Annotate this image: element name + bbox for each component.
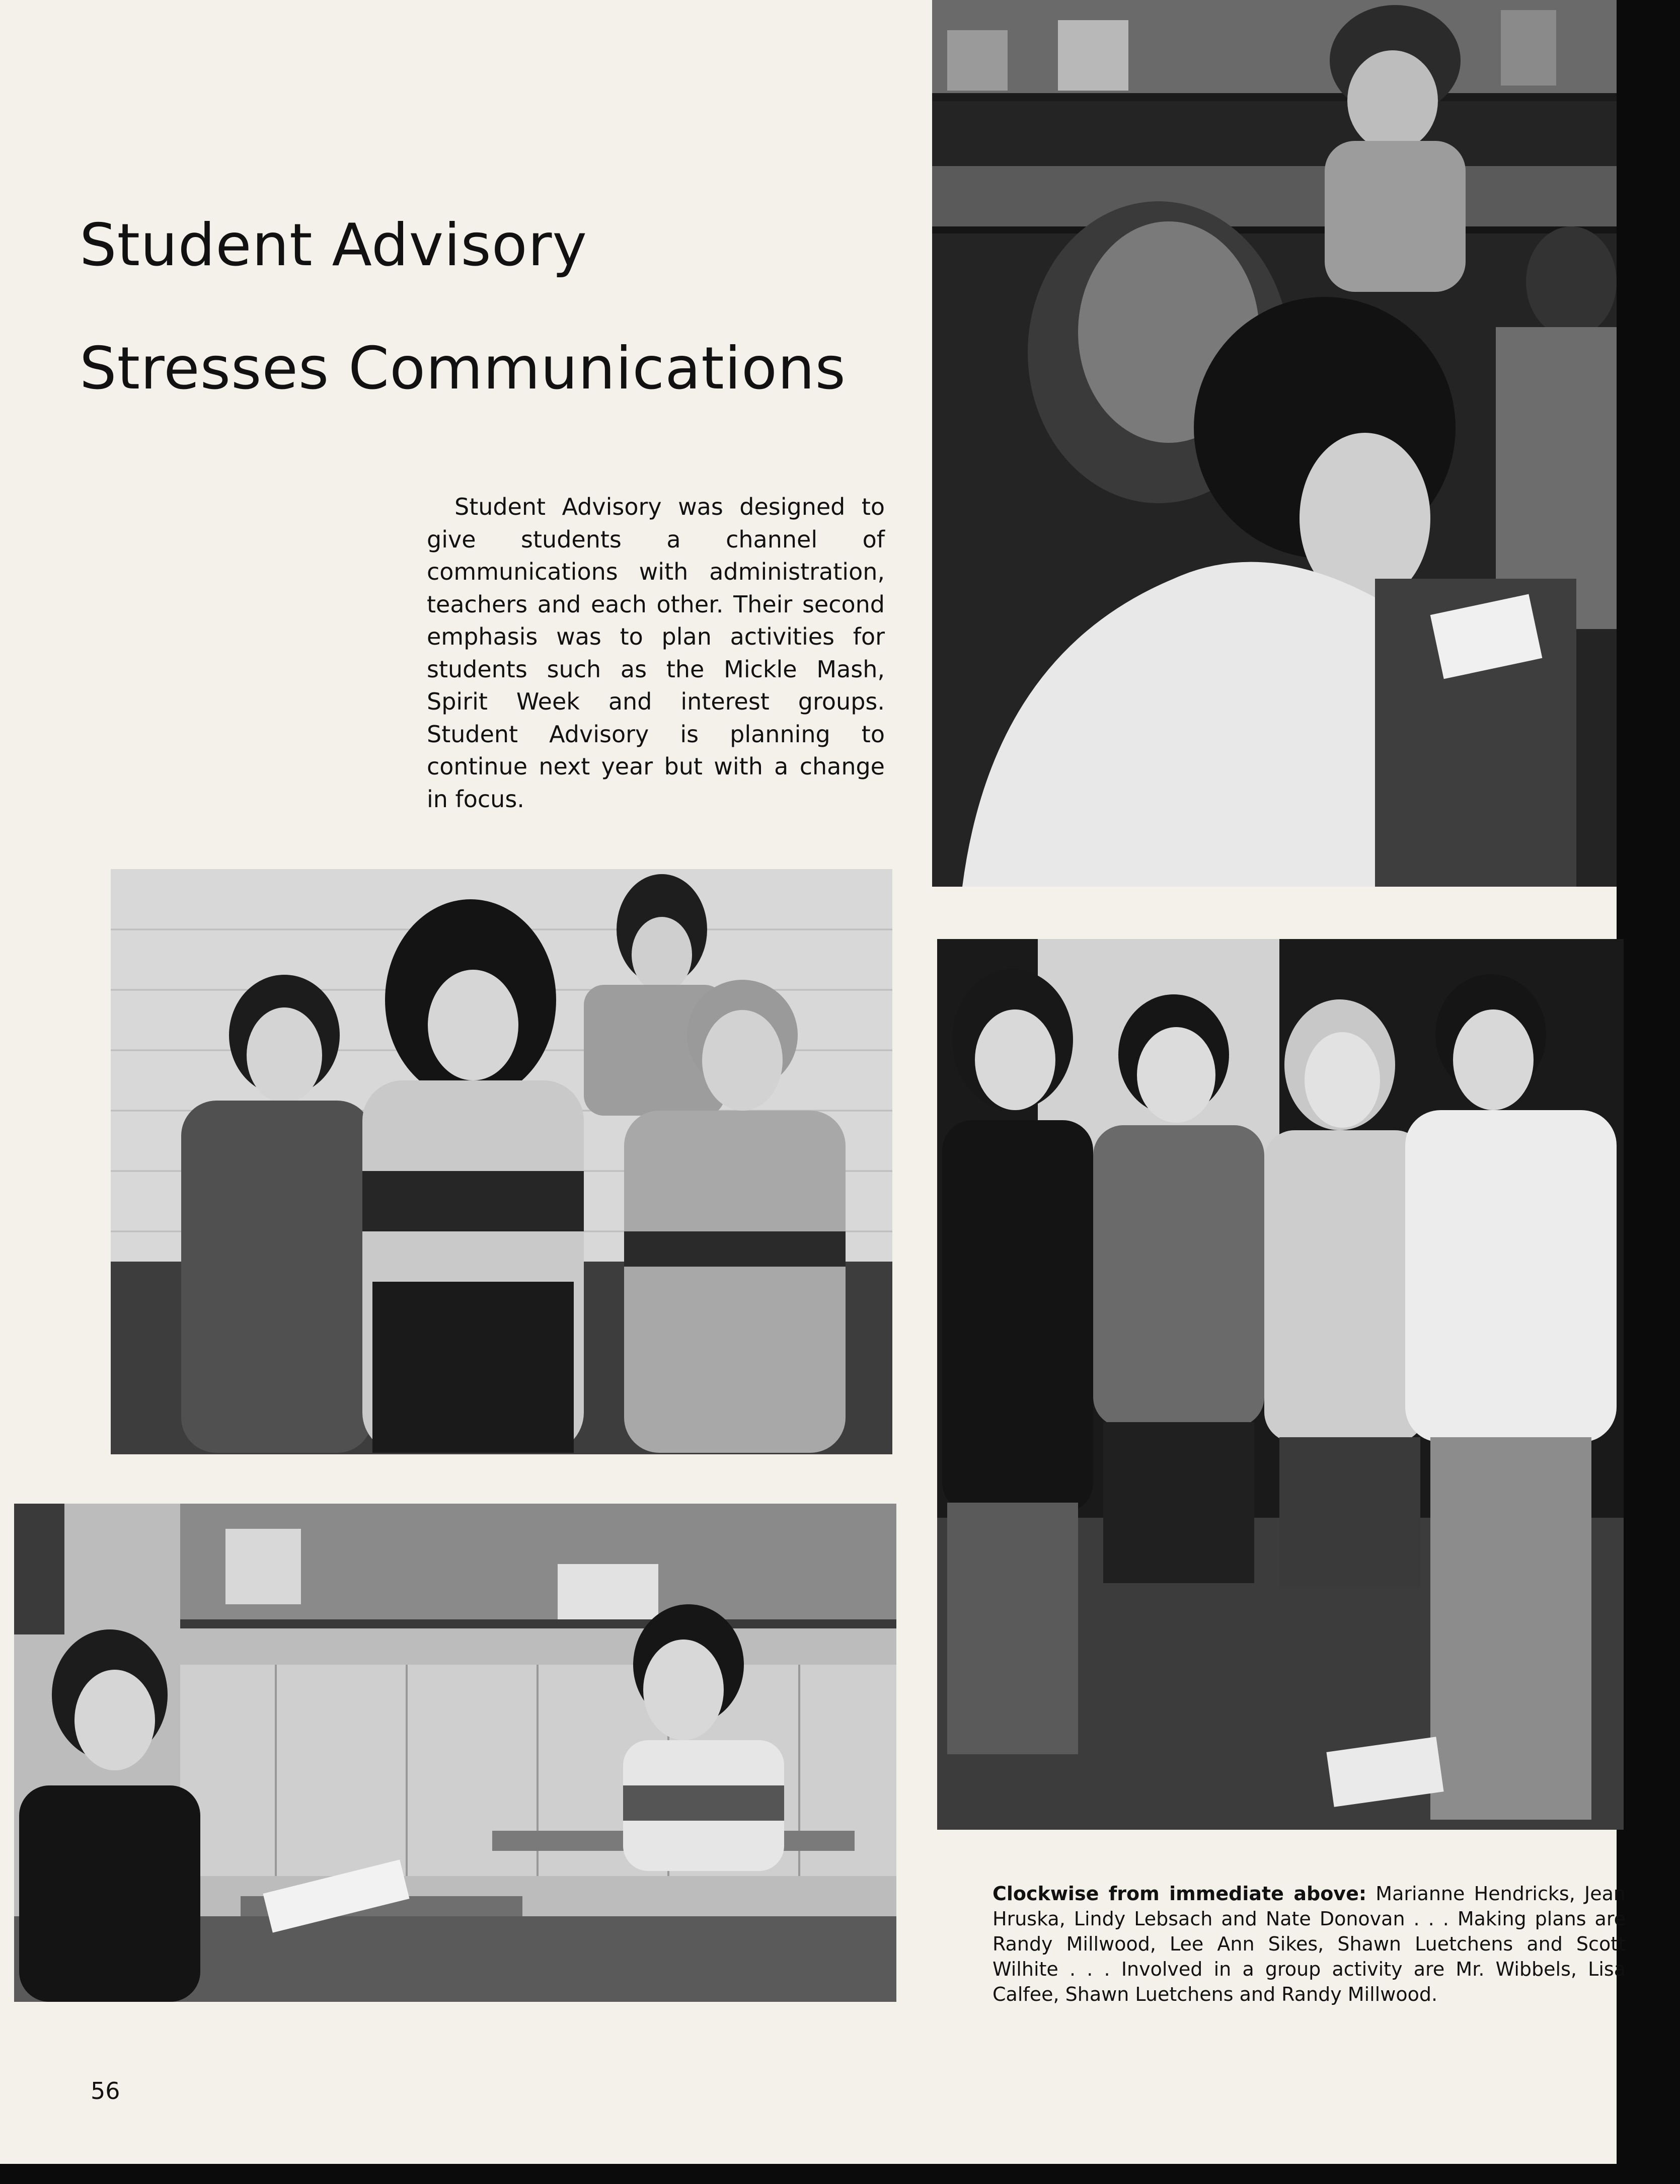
page-number: 56 xyxy=(91,2077,120,2104)
photo-four-students-wall xyxy=(111,869,892,1454)
caption-text: Marianne Hendricks, Jean Hruska, Lindy Lebsach and Nate Donovan . . . Making plans are Randy Millwood, Lee Ann Sikes, Shawn Luetchens and Scott Wilhite . . . Involved in a group activity are Mr. Wibbels, Lisa Calfee, Shawn Luetchens and Randy Millwood. xyxy=(992,1883,1626,2005)
photo-group-discussion xyxy=(932,0,1617,887)
photo-classroom-desks xyxy=(14,1504,896,2002)
page-edge-dark-border-bottom xyxy=(0,2164,1680,2184)
headline-line-1: Student Advisory xyxy=(80,211,588,279)
headline-line-2: Stresses Communications xyxy=(80,335,846,403)
photo-caption xyxy=(992,1881,1626,2007)
page-edge-dark-border xyxy=(1617,0,1680,2184)
caption-lead: Clockwise from immediate above: xyxy=(992,1883,1367,1905)
photo-four-students-stage xyxy=(937,939,1624,1830)
article-body: Student Advisory was designed to give students a channel of communications with administration, teachers and each other. Their second emphasis was to plan activities for students such as the Mickle Mash, Spirit Week and interest groups. Student Advisory is planning to continue next year but with a change in focus. xyxy=(427,493,885,813)
